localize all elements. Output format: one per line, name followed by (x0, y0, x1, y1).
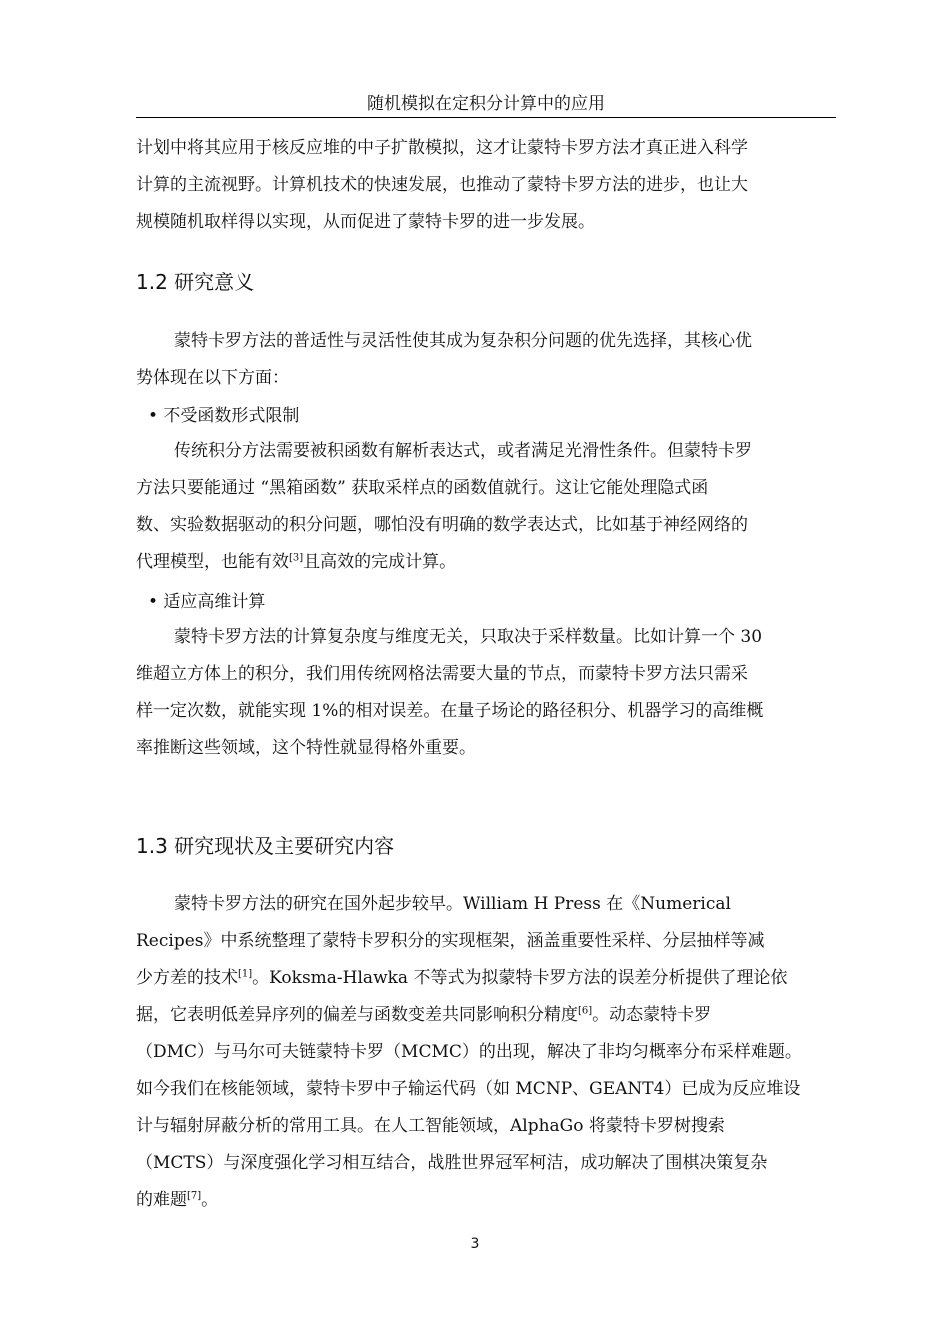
section-heading-1-2: 1.2 研究意义 (136, 270, 255, 294)
text-line: 势体现在以下方面： (136, 368, 289, 388)
text-line: Recipes》中系统整理了蒙特卡罗积分的实现框架，涵盖重要性采样、分层抽样等减 (136, 931, 765, 951)
text-line: 计与辐射屏蔽分析的常用工具。在人工智能领域，AlphaGo 将蒙特卡罗树搜索 (136, 1116, 725, 1136)
text-line: 维超立方体上的积分，我们用传统网格法需要大量的节点，而蒙特卡罗方法只需采 (136, 664, 748, 684)
citation-ref: [6] (578, 1005, 593, 1017)
text-segment: 。 (201, 1190, 219, 1210)
text-segment: 且高效的完成计算。 (303, 552, 457, 572)
text-line (136, 1182, 836, 1219)
text-line: 率推断这些领域，这个特性就显得格外重要。 (136, 738, 476, 758)
text-line: 方法只要能通过 “黑箱函数” 获取采样点的函数值就行。这让它能处理隐式函 (136, 478, 709, 498)
text-line: 计算的主流视野。计算机技术的快速发展，也推动了蒙特卡罗方法的进步，也让大 (136, 175, 748, 195)
text-segment: 据，它表明低差异序列的偏差与函数变差共同影响积分精度 (136, 1005, 578, 1025)
text-line: （DMC）与马尔可夫链蒙特卡罗（MCMC）的出现，解决了非均匀概率分布采样难题。 (136, 1042, 802, 1062)
text-segment: 代理模型，也能有效 (136, 552, 289, 572)
section-heading-1-3: 1.3 研究现状及主要研究内容 (136, 834, 395, 858)
text-line: 蒙特卡罗方法的普适性与灵活性使其成为复杂积分问题的优先选择，其核心优 (174, 331, 752, 351)
text-line: 计划中将其应用于核反应堆的中子扩散模拟，这才让蒙特卡罗方法才真正进入科学 (136, 138, 748, 158)
text-line (136, 997, 836, 1034)
running-header: 随机模拟在定积分计算中的应用 (367, 94, 605, 114)
citation-ref: [7] (187, 1190, 202, 1202)
bullet1-paragraph (136, 433, 836, 581)
text-line: 如今我们在核能领域，蒙特卡罗中子输运代码（如 MCNP、GEANT4）已成为反应堆设 (136, 1079, 801, 1099)
text-line: 蒙特卡罗方法的计算复杂度与维度无关，只取决于采样数量。比如计算一个 30 (174, 627, 763, 647)
intro-paragraph (136, 130, 836, 241)
text-line: 规模随机取样得以实现，从而促进了蒙特卡罗的进一步发展。 (136, 212, 595, 232)
text-segment: 。Koksma-Hlawka 不等式为拟蒙特卡罗方法的误差分析提供了理论依 (252, 968, 788, 988)
bullet-item: • 不受函数形式限制 (148, 406, 300, 426)
text-line: 样一定次数，就能实现 1%的相对误差。在量子场论的路径积分、机器学习的高维概 (136, 701, 764, 721)
text-segment: 。动态蒙特卡罗 (592, 1005, 712, 1025)
header-rule (136, 117, 836, 118)
page-number: 3 (470, 1236, 480, 1252)
text-line: （MCTS）与深度强化学习相互结合，战胜世界冠军柯洁，成功解决了围棋决策复杂 (136, 1153, 768, 1173)
citation-ref: [1] (238, 968, 253, 980)
citation-ref: [3] (289, 552, 304, 564)
text-line (136, 544, 836, 581)
section-1-2-paragraph (136, 323, 836, 397)
section-1-3-paragraph (136, 886, 836, 1219)
bullet2-paragraph (136, 619, 836, 767)
text-line: 数、实验数据驱动的积分问题，哪怕没有明确的数学表达式，比如基于神经网络的 (136, 515, 748, 535)
bullet-item: • 适应高维计算 (148, 592, 266, 612)
text-line: 蒙特卡罗方法的研究在国外起步较早。William H Press 在《Numerical (174, 894, 731, 914)
text-line (136, 960, 836, 997)
text-segment: 少方差的技术 (136, 968, 238, 988)
text-line: 传统积分方法需要被积函数有解析表达式，或者满足光滑性条件。但蒙特卡罗 (174, 441, 752, 461)
text-segment: 的难题 (136, 1190, 187, 1210)
